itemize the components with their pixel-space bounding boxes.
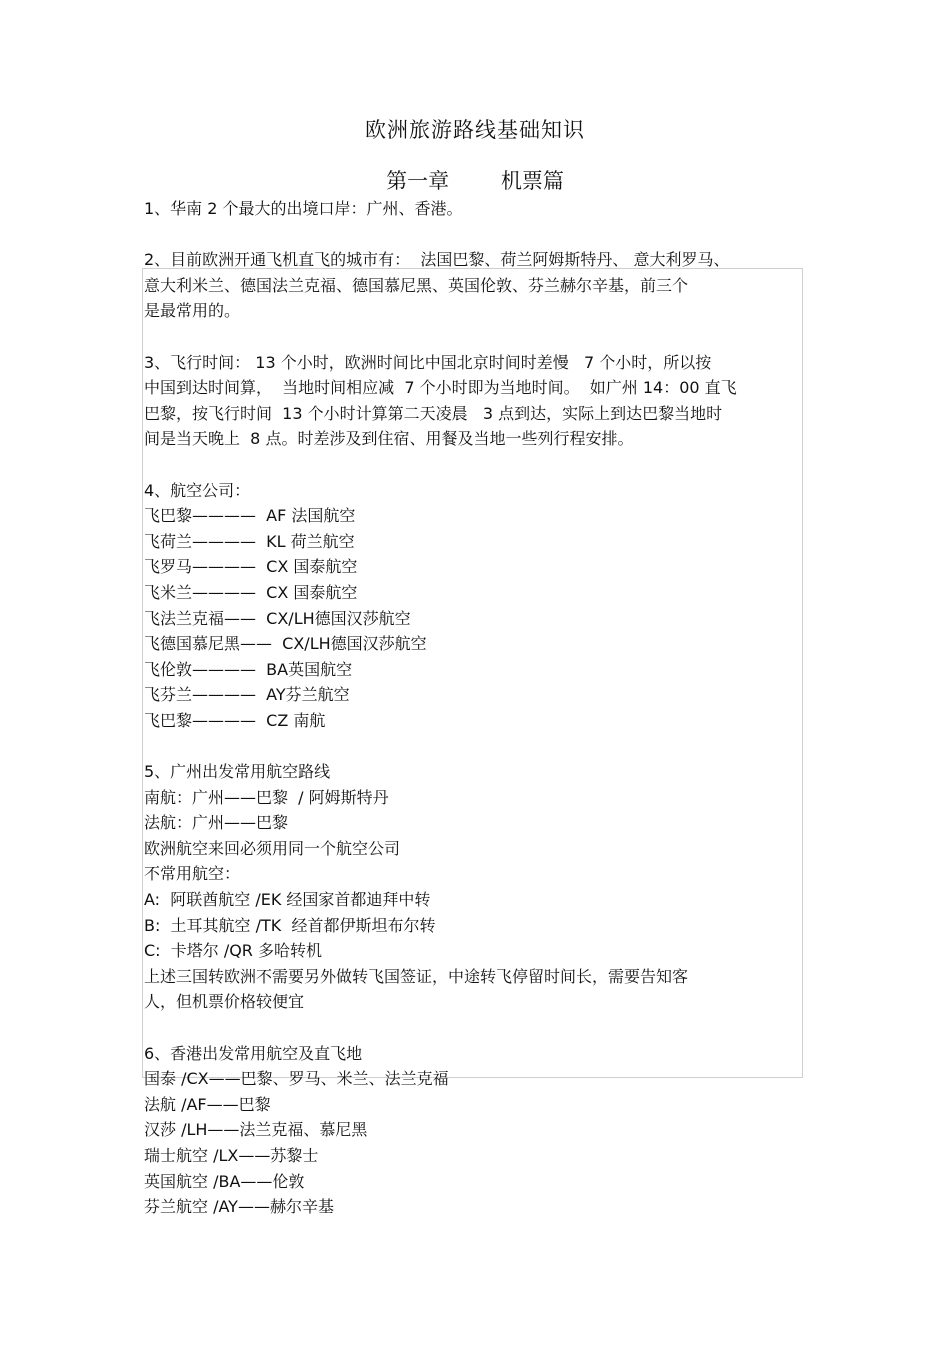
section-5 — [144, 759, 804, 1015]
text-line: 飞荷兰———— KL 荷兰航空 — [144, 531, 355, 551]
text-line: 飞米兰———— CX 国泰航空 — [144, 582, 358, 602]
section-spacer — [144, 324, 804, 350]
text-line: 飞芬兰———— AY芬兰航空 — [144, 685, 350, 705]
text-line: 是最常用的。 — [144, 301, 241, 321]
text-line: 飞德国慕尼黑—— CX/LH德国汉莎航空 — [144, 634, 427, 654]
text-line: 法航：广州——巴黎 — [144, 813, 289, 833]
section-3 — [144, 350, 804, 452]
text-line: C: 卡塔尔 /QR 多哈转机 — [144, 941, 323, 961]
text-line: 芬兰航空 /AY——赫尔辛基 — [144, 1197, 334, 1217]
text-line: B: 土耳其航空 /TK 经首都伊斯坦布尔转 — [144, 915, 436, 935]
document-title: 欧洲旅游路线基础知识 — [365, 118, 585, 142]
text-line: 中国到达时间算， 当地时间相应减 7 个小时即为当地时间。 如广州 14：00 直飞 — [144, 378, 737, 398]
text-line: 国泰 /CX——巴黎、罗马、米兰、法兰克福 — [144, 1069, 449, 1089]
section-4 — [144, 478, 804, 734]
text-line: 5、广州出发常用航空路线 — [144, 762, 331, 782]
text-line: 间是当天晚上 8 点。时差涉及到住宿、用餐及当地一些列行程安排。 — [144, 429, 634, 449]
text-line: 英国航空 /BA——伦敦 — [144, 1171, 305, 1191]
document-body — [144, 196, 804, 1220]
text-line: 巴黎，按飞行时间 13 个小时计算第二天凌晨 3 点到达，实际上到达巴黎当地时 — [144, 403, 723, 423]
text-line: 人，但机票价格较便宜 — [144, 992, 305, 1012]
text-line: 上述三国转欧洲不需要另外做转飞国签证，中途转飞停留时间长，需要告知客 — [144, 966, 689, 986]
section-spacer — [144, 733, 804, 759]
text-line: 6、香港出发常用航空及直飞地 — [144, 1043, 363, 1063]
text-line: 欧洲航空来回必须用同一个航空公司 — [144, 838, 401, 858]
text-line: 飞法兰克福—— CX/LH德国汉莎航空 — [144, 608, 411, 628]
text-line: 不常用航空： — [144, 864, 241, 884]
text-line: 汉莎 /LH——法兰克福、慕尼黑 — [144, 1120, 368, 1140]
text-line: 飞伦敦———— BA英国航空 — [144, 659, 353, 679]
text-line: 飞罗马———— CX 国泰航空 — [144, 557, 358, 577]
section-spacer — [144, 1015, 804, 1041]
text-line: 飞巴黎———— AF 法国航空 — [144, 506, 356, 526]
section-1 — [144, 196, 804, 222]
section-spacer — [144, 452, 804, 478]
text-line: 瑞士航空 /LX——苏黎士 — [144, 1145, 319, 1165]
text-line: 3、飞行时间： 13 个小时，欧洲时间比中国北京时间时差慢 7 个小时，所以按 — [144, 352, 712, 372]
chapter-heading: 第一章 机票篇 — [386, 169, 564, 193]
text-line: 南航：广州——巴黎 / 阿姆斯特丹 — [144, 787, 389, 807]
text-line: 法航 /AF——巴黎 — [144, 1094, 271, 1114]
text-line: A: 阿联酋航空 /EK 经国家首都迪拜中转 — [144, 890, 431, 910]
text-line: 2、目前欧洲开通飞机直飞的城市有： 法国巴黎、荷兰阿姆斯特丹、 意大利罗马、 — [144, 250, 730, 270]
text-line: 意大利米兰、德国法兰克福、德国慕尼黑、英国伦敦、芬兰赫尔辛基，前三个 — [144, 275, 689, 295]
text-line: 1、华南 2 个最大的出境口岸：广州、香港。 — [144, 199, 463, 218]
text-line: 飞巴黎———— CZ 南航 — [144, 710, 326, 730]
text-line: 4、航空公司： — [144, 480, 251, 500]
section-2 — [144, 247, 804, 324]
section-6 — [144, 1041, 804, 1220]
section-spacer — [144, 222, 804, 248]
